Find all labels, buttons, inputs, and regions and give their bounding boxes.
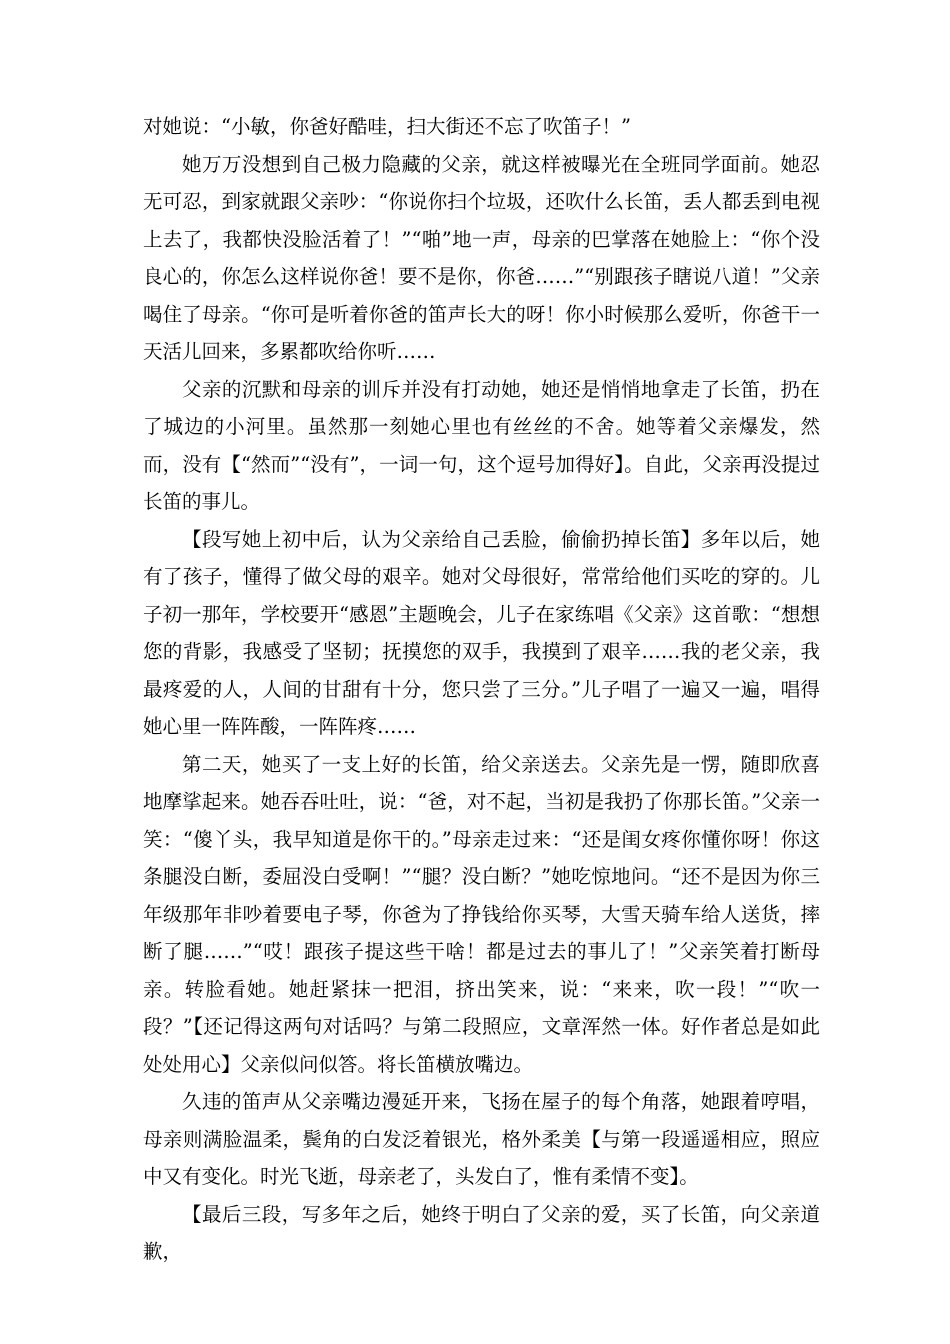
document-page	[143, 108, 820, 1271]
paragraph-6: 久违的笛声从父亲嘴边漫延开来，飞扬在屋子的每个角落，她跟着哼唱，母亲则满脸温柔，鬓角的白发泛着银光，格外柔美【与第一段遥遥相应，照应中又有变化。时光飞逝，母亲老了，头发白了，惟有柔情不变】。	[143, 1090, 820, 1188]
paragraph-5: 第二天，她买了一支上好的长笛，给父亲送去。父亲先是一愣，随即欣喜地摩挲起来。她吞吞吐吐，说：“爸，对不起，当初是我扔了你那长笛。”父亲一笑：“傻丫头，我早知道是你干的。”母亲走过来：“还是闺女疼你懂你呀！你这条腿没白断，委屈没白受啊！”“腿？没白断？”她吃惊地问。“还不是因为你三年级那年非吵着要电子琴，你爸为了挣钱给你买琴，大雪天骑车给人送货，摔断了腿……”“哎！跟孩子提这些干啥！都是过去的事儿了！”父亲笑着打断母亲。转脸看她。她赶紧抹一把泪，挤出笑来，说：“来来，吹一段！”“吹一段？”【还记得这两句对话吗？与第二段照应，文章浑然一体。好作者总是如此处处用心】父亲似问似答。将长笛横放嘴边。	[143, 752, 820, 1076]
paragraph-7: 【最后三段，写多年之后，她终于明白了父亲的爱，买了长笛，向父亲道歉，	[143, 1202, 820, 1263]
paragraph-1: 对她说：“小敏，你爸好酷哇，扫大街还不忘了吹笛子！”	[143, 115, 631, 138]
paragraph-4: 【段写她上初中后，认为父亲给自己丢脸，偷偷扔掉长笛】多年以后，她有了孩子，懂得了做父母的艰辛。她对父母很好，常常给他们买吃的穿的。儿子初一那年，学校要开“感恩”主题晚会，儿子在家练唱《父亲》这首歌：“想想您的背影，我感受了坚韧；抚摸您的双手，我摸到了艰辛……我的老父亲，我最疼爱的人，人间的甘甜有十分，您只尝了三分。”儿子唱了一遍又一遍，唱得她心里一阵阵酸，一阵阵疼……	[143, 527, 820, 738]
paragraph-3: 父亲的沉默和母亲的训斥并没有打动她，她还是悄悄地拿走了长笛，扔在了城边的小河里。虽然那一刻她心里也有丝丝的不舍。她等着父亲爆发，然而，没有【“然而”“没有”，一词一句，这个逗号加得好】。自此，父亲再没提过长笛的事儿。	[143, 377, 820, 513]
paragraph-2: 她万万没想到自己极力隐藏的父亲，就这样被曝光在全班同学面前。她忍无可忍，到家就跟父亲吵：“你说你扫个垃圾，还吹什么长笛，丢人都丢到电视上去了，我都快没脸活着了！”“啪”地一声，母亲的巴掌落在她脸上：“你个没良心的，你怎么这样说你爸！要不是你，你爸……”“别跟孩子瞎说八道！”父亲喝住了母亲。“你可是听着你爸的笛声长大的呀！你小时候那么爱听，你爸干一天活儿回来，多累都吹给你听……	[143, 152, 820, 363]
